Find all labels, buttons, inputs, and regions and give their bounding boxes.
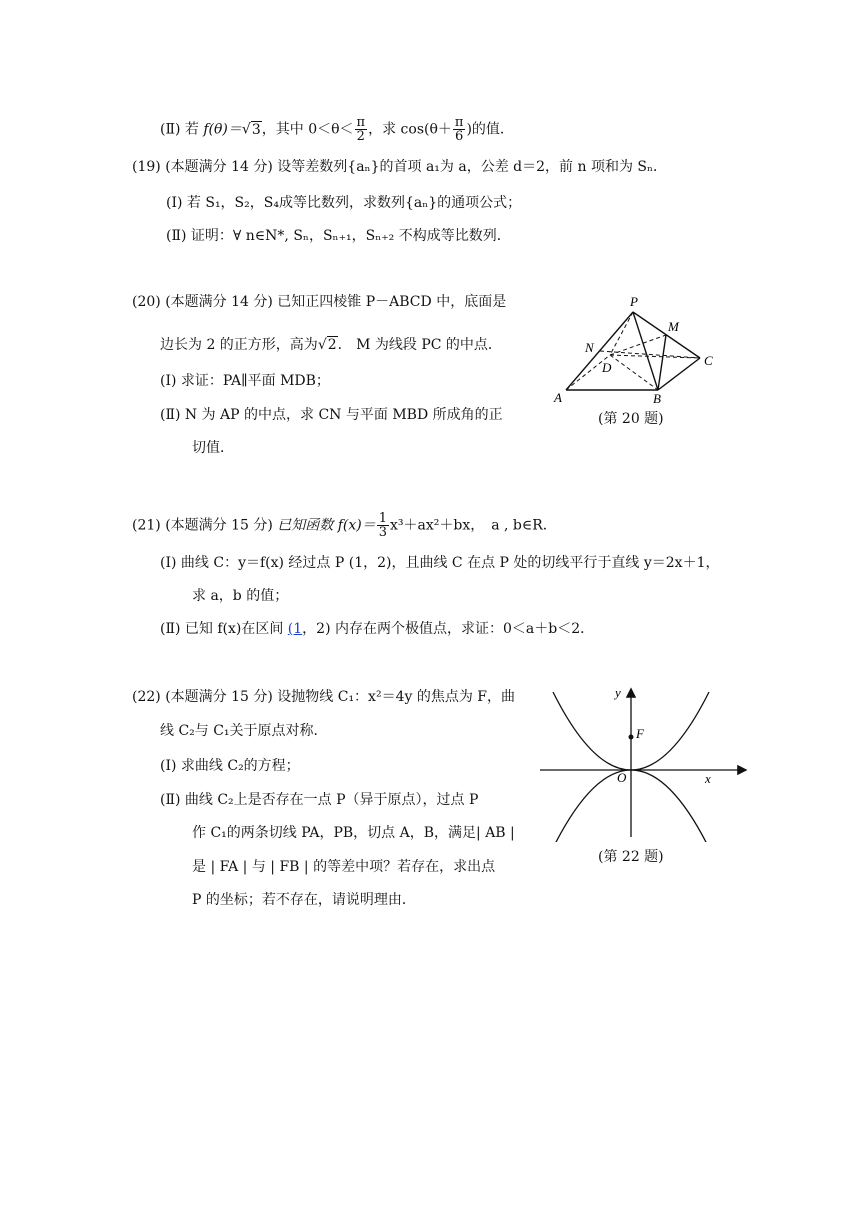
focus-point bbox=[629, 735, 634, 740]
label-P: P bbox=[630, 294, 638, 309]
interval-link[interactable]: (1 bbox=[287, 621, 303, 637]
q20-figure-caption: (第 20 题) bbox=[598, 411, 664, 427]
q21-part2: (Ⅱ) 已知 f(x)在区间 (1，2) 内存在两个极值点，求证：0＜a＋b＜2． bbox=[160, 621, 595, 637]
q18-part2: (Ⅱ) 若 f(θ)＝√3，其中 0＜θ＜ $\frac{\pi}{2}$ ，求 cos(θ＋ $\frac{\pi}{6}$ )的值． bbox=[160, 115, 514, 144]
q20-header: (20) (本题满分 14 分) bbox=[132, 294, 273, 310]
q22-part2-l4: P 的坐标；若不存在，请说明理由． bbox=[192, 892, 416, 908]
q22-header: (22) (本题满分 15 分) bbox=[132, 689, 273, 705]
q21-part1-cont: 求 a，b 的值； bbox=[192, 588, 289, 604]
axis-label-x: x bbox=[705, 771, 711, 786]
q21-part1: (Ⅰ) 曲线 C：y＝f(x) 经过点 P (1，2)，且曲线 C 在点 P 处的切线平行于直线 y＝2x＋1， bbox=[160, 555, 720, 571]
q20-pyramid-figure bbox=[548, 290, 718, 410]
q22-part2-l2: 作 C₁的两条切线 PA，PB，切点 A，B，满足| AB | bbox=[192, 825, 515, 841]
q22-part2: (Ⅱ) 曲线 C₂上是否存在一点 P（异于原点），过点 P bbox=[160, 792, 479, 808]
label-M: M bbox=[668, 319, 679, 334]
q20-line2: 边长为 2 的正方形，高为√2． M 为线段 PC 的中点． bbox=[160, 337, 502, 353]
label-A: A bbox=[554, 390, 562, 405]
q19-stem: (19) (本题满分 14 分) 设等差数列{aₙ}的首项 a₁为 a，公差 d＝2，前 n 项和为 Sₙ． bbox=[132, 159, 668, 175]
q20-part2-cont: 切值． bbox=[192, 440, 234, 456]
q21-header: (21) (本题满分 15 分) bbox=[132, 517, 273, 534]
q22-stem-cont: 线 C₂与 C₁关于原点对称． bbox=[160, 723, 328, 739]
label-O: O bbox=[617, 770, 627, 785]
label-N: N bbox=[585, 340, 594, 355]
label-C: C bbox=[704, 353, 713, 368]
fraction-pi-over-6: $\frac{\pi}{6}$ bbox=[454, 115, 464, 144]
q20-stem: (20) (本题满分 14 分) 已知正四棱锥 P－ABCD 中，底面是 bbox=[132, 294, 507, 310]
q22-part1: (Ⅰ) 求曲线 C₂的方程； bbox=[160, 758, 300, 774]
q21-stem: (21) (本题满分 15 分) 已知函数 f(x)＝ $\frac{1}{3}$ x³＋ax²＋bx， a , b∈R． bbox=[132, 511, 557, 540]
q19-part1: (Ⅰ) 若 S₁，S₂，S₄成等比数列，求数列{aₙ}的通项公式； bbox=[166, 195, 522, 211]
q19-part2: (Ⅱ) 证明：∀ n∈N*, Sₙ，Sₙ₊₁，Sₙ₊₂ 不构成等比数列． bbox=[166, 228, 511, 244]
fraction-pi-over-2: $\frac{\pi}{2}$ bbox=[356, 115, 366, 144]
q22-part2-l3: 是 | FA | 与 | FB | 的等差中项？若存在，求出点 bbox=[192, 859, 496, 875]
q20-part2: (Ⅱ) N 为 AP 的中点，求 CN 与平面 MBD 所成角的正 bbox=[160, 407, 503, 423]
label-B: B bbox=[653, 391, 661, 406]
q22-stem: (22) (本题满分 15 分) 设抛物线 C₁：x²＝4y 的焦点为 F，曲 bbox=[132, 689, 515, 705]
label-D: D bbox=[602, 360, 612, 375]
q19-header: (19) (本题满分 14 分) bbox=[132, 159, 273, 175]
fraction-one-third: $\frac{1}{3}$ bbox=[378, 511, 388, 540]
q20-part1: (Ⅰ) 求证：PA∥平面 MDB； bbox=[160, 373, 330, 389]
q22-parabola-figure bbox=[535, 682, 755, 842]
label-F: F bbox=[636, 726, 644, 741]
axis-label-y: y bbox=[615, 685, 621, 700]
q22-figure-caption: (第 22 题) bbox=[598, 849, 664, 865]
